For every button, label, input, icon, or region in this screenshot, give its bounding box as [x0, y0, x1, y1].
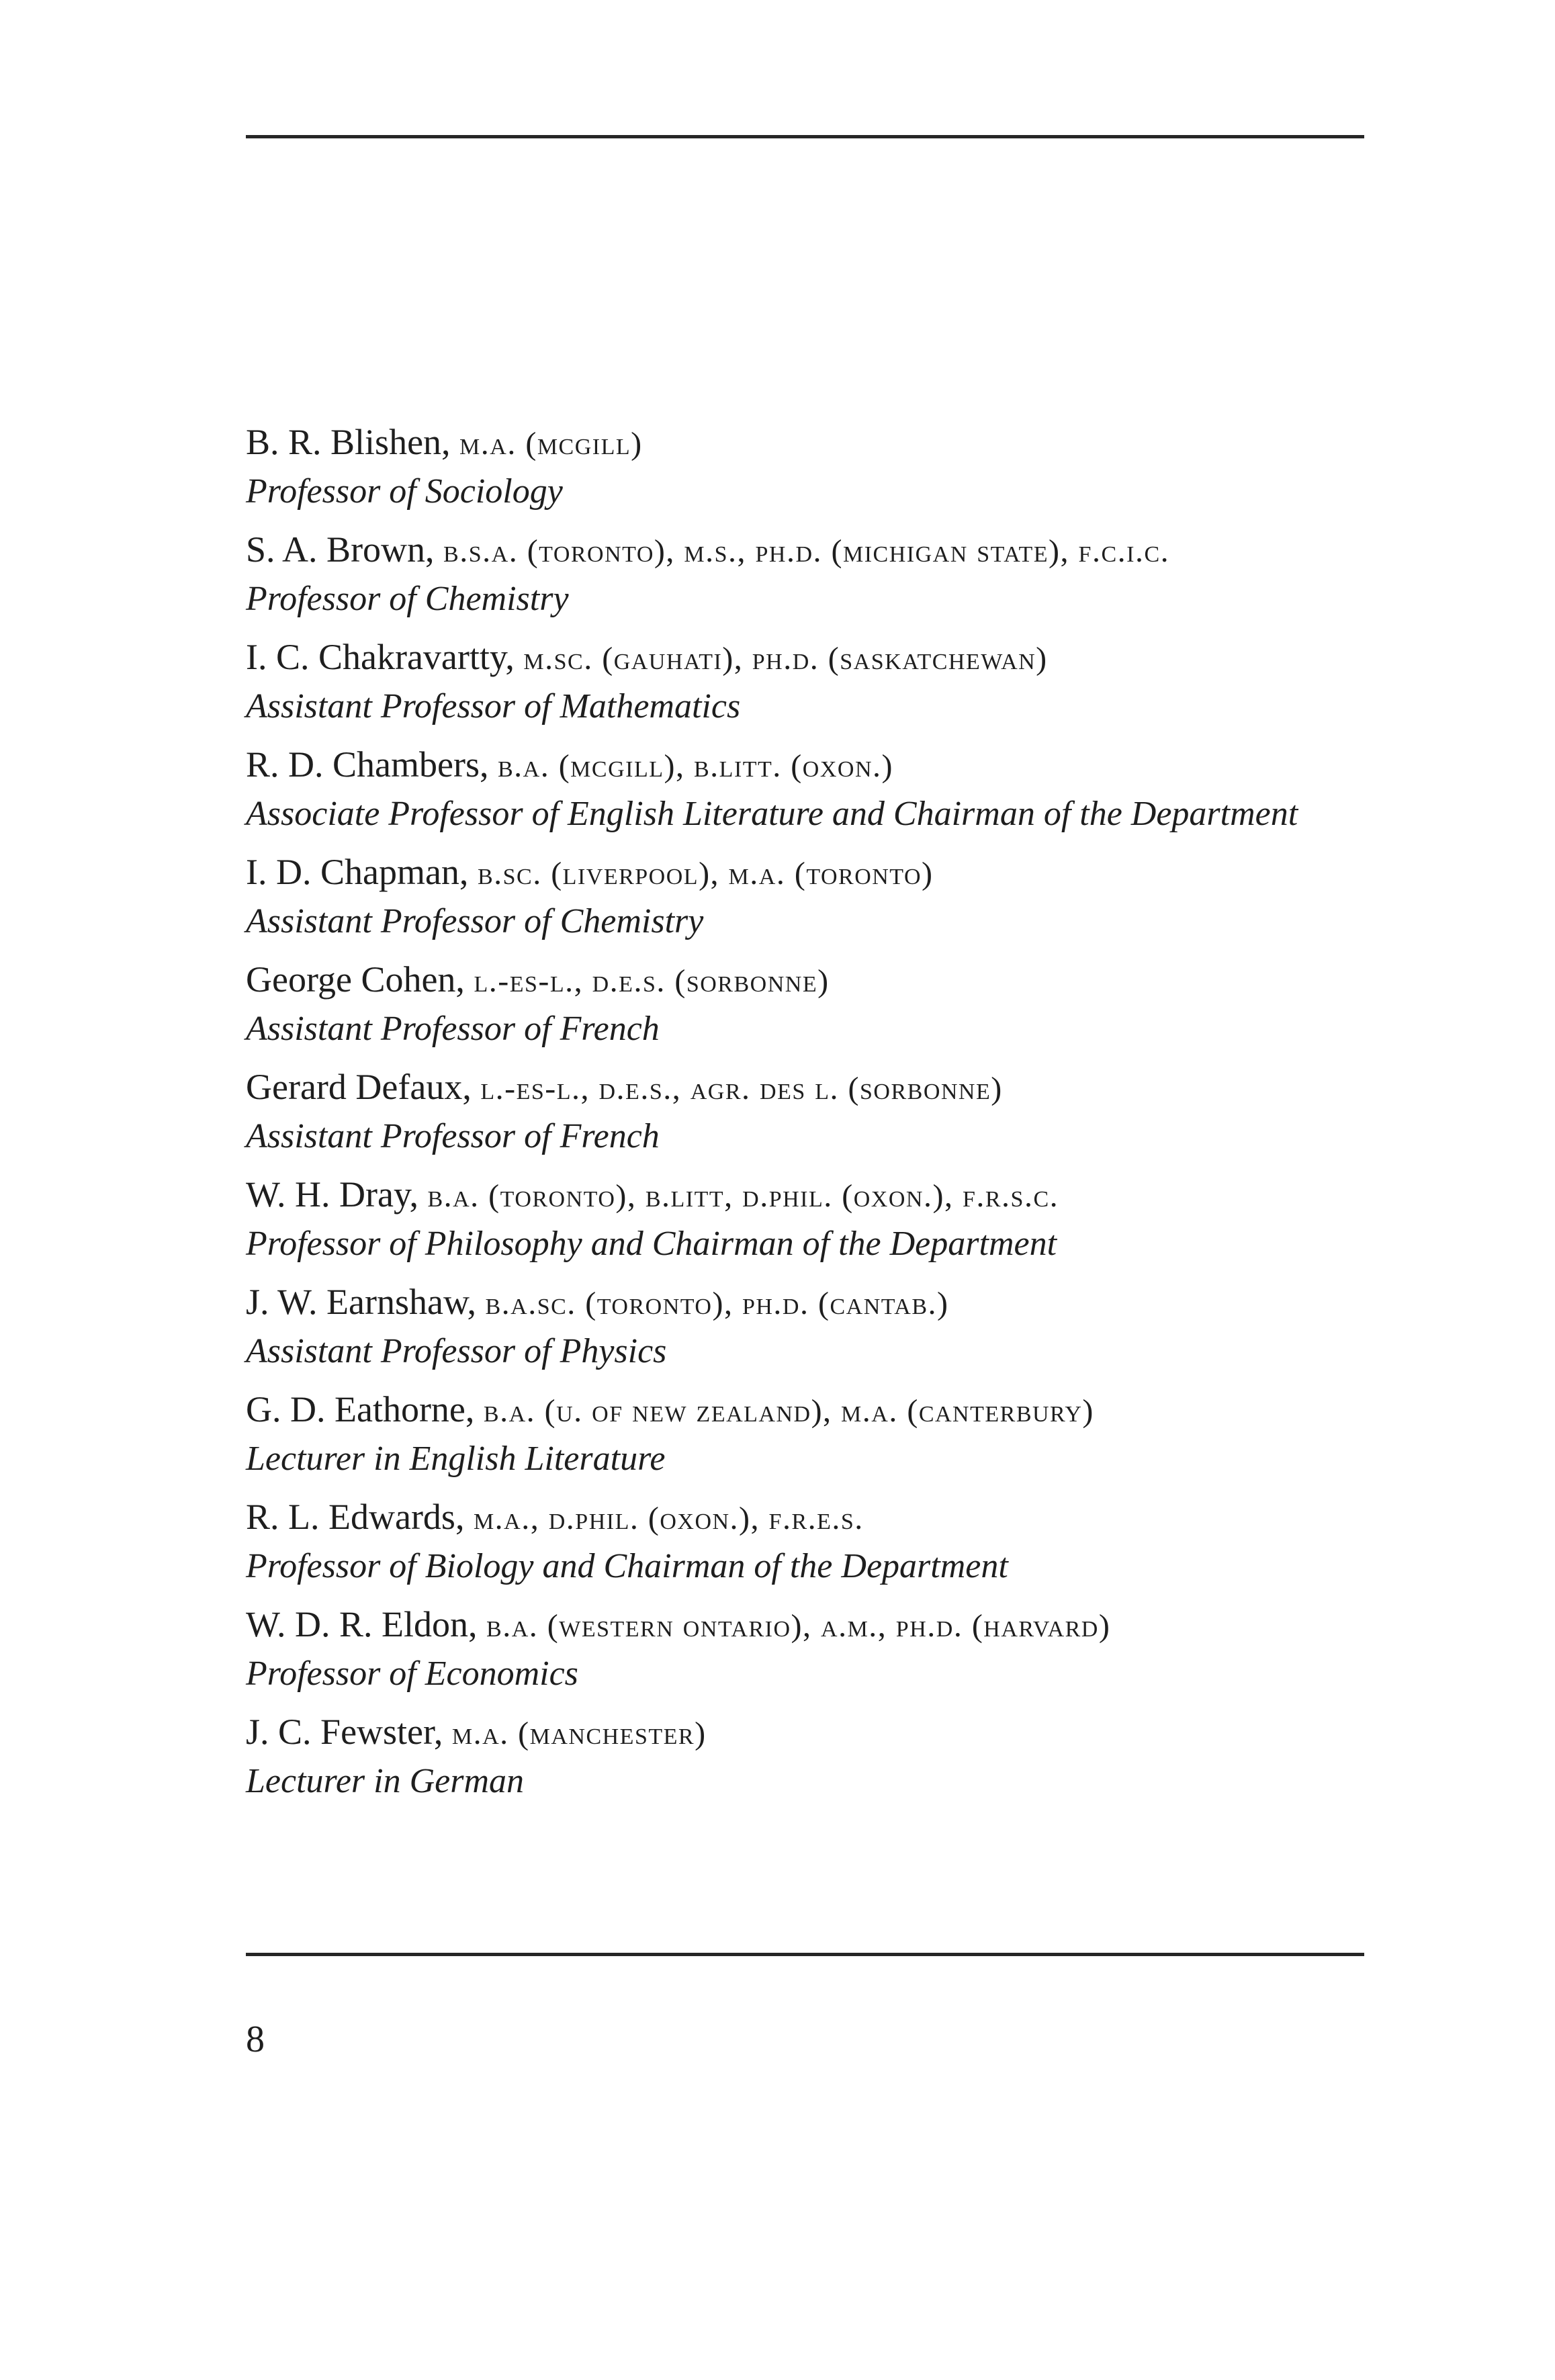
faculty-name-line: [246, 525, 1169, 576]
faculty-name: R. L. Edwards,: [246, 1497, 465, 1537]
faculty-title: Professor of Biology and Chairman of the Department: [246, 1547, 1008, 1585]
faculty-degrees: b.a. (u. of new zealand), m.a. (canterbury): [483, 1393, 1094, 1429]
faculty-entry: [246, 1278, 1388, 1385]
faculty-degrees: b.s.a. (toronto), m.s., ph.d. (michigan state), f.c.i.c.: [443, 533, 1170, 569]
faculty-name-line: [246, 418, 643, 468]
faculty-name: J. W. Earnshaw,: [246, 1282, 476, 1322]
faculty-name: W. D. R. Eldon,: [246, 1604, 478, 1644]
faculty-entry: [246, 418, 1388, 525]
faculty-title: Assistant Professor of Physics: [246, 1332, 667, 1370]
faculty-degrees: l.-es-l., d.e.s., agr. des l. (sorbonne): [480, 1071, 1003, 1106]
faculty-name-line: [246, 1493, 864, 1543]
top-rule: [246, 135, 1364, 138]
faculty-name: S. A. Brown,: [246, 529, 435, 570]
faculty-name: G. D. Eathorne,: [246, 1389, 475, 1429]
faculty-title: Assistant Professor of French: [246, 1010, 660, 1048]
faculty-name: B. R. Blishen,: [246, 422, 451, 462]
faculty-title: Professor of Sociology: [246, 472, 563, 511]
faculty-name-line: [246, 848, 934, 898]
faculty-title: Assistant Professor of Mathematics: [246, 687, 741, 725]
faculty-degrees: b.a. (mcgill), b.litt. (oxon.): [497, 748, 893, 784]
faculty-name-line: [246, 1170, 1059, 1221]
faculty-title: Assistant Professor of Chemistry: [246, 902, 704, 940]
faculty-entry: [246, 633, 1388, 740]
faculty-degrees: m.a., d.phil. (oxon.), f.r.e.s.: [473, 1501, 864, 1536]
faculty-entry: [246, 1708, 1388, 1815]
faculty-degrees: m.a. (manchester): [451, 1716, 707, 1751]
faculty-entry: [246, 1170, 1388, 1278]
faculty-name: W. H. Dray,: [246, 1174, 418, 1215]
faculty-name-line: [246, 1708, 707, 1758]
faculty-entry: [246, 1063, 1388, 1170]
faculty-degrees: b.a.sc. (toronto), ph.d. (cantab.): [485, 1286, 949, 1321]
faculty-list: [246, 418, 1388, 1815]
faculty-title: Professor of Philosophy and Chairman of the Department: [246, 1225, 1057, 1263]
faculty-title: Lecturer in German: [246, 1762, 525, 1800]
faculty-name-line: [246, 1278, 949, 1328]
bottom-rule: [246, 1953, 1364, 1956]
faculty-entry: [246, 1600, 1388, 1708]
faculty-title: Assistant Professor of French: [246, 1117, 660, 1155]
faculty-degrees: m.a. (mcgill): [459, 426, 643, 461]
faculty-name-line: [246, 1385, 1094, 1436]
faculty-name-line: [246, 740, 893, 791]
faculty-name: R. D. Chambers,: [246, 744, 489, 785]
faculty-name-line: [246, 1063, 1003, 1113]
faculty-degrees: b.sc. (liverpool), m.a. (toronto): [477, 856, 934, 891]
faculty-entry: [246, 848, 1388, 955]
faculty-title: Professor of Chemistry: [246, 580, 569, 618]
faculty-name-line: [246, 633, 1048, 683]
faculty-name: I. C. Chakravartty,: [246, 637, 515, 677]
faculty-title: Lecturer in English Literature: [246, 1440, 666, 1478]
faculty-entry: [246, 955, 1388, 1063]
faculty-name-line: [246, 955, 830, 1006]
faculty-name: J. C. Fewster,: [246, 1712, 443, 1752]
faculty-degrees: m.sc. (gauhati), ph.d. (saskatchewan): [523, 641, 1048, 676]
faculty-entry: [246, 525, 1388, 633]
faculty-degrees: b.a. (western ontario), a.m., ph.d. (harvard): [486, 1608, 1111, 1644]
faculty-name: George Cohen,: [246, 959, 465, 1000]
faculty-degrees: b.a. (toronto), b.litt, d.phil. (oxon.), f.r.s.c.: [427, 1178, 1059, 1214]
faculty-title: Professor of Economics: [246, 1655, 578, 1693]
faculty-name: Gerard Defaux,: [246, 1067, 472, 1107]
faculty-name-line: [246, 1600, 1110, 1650]
faculty-title: Associate Professor of English Literature and Chairman of the Department: [246, 795, 1298, 833]
page-number: 8: [246, 2019, 265, 2060]
faculty-name: I. D. Chapman,: [246, 852, 469, 892]
faculty-entry: [246, 1493, 1388, 1600]
faculty-entry: [246, 1385, 1388, 1493]
faculty-degrees: l.-es-l., d.e.s. (sorbonne): [474, 963, 830, 999]
faculty-entry: [246, 740, 1388, 848]
